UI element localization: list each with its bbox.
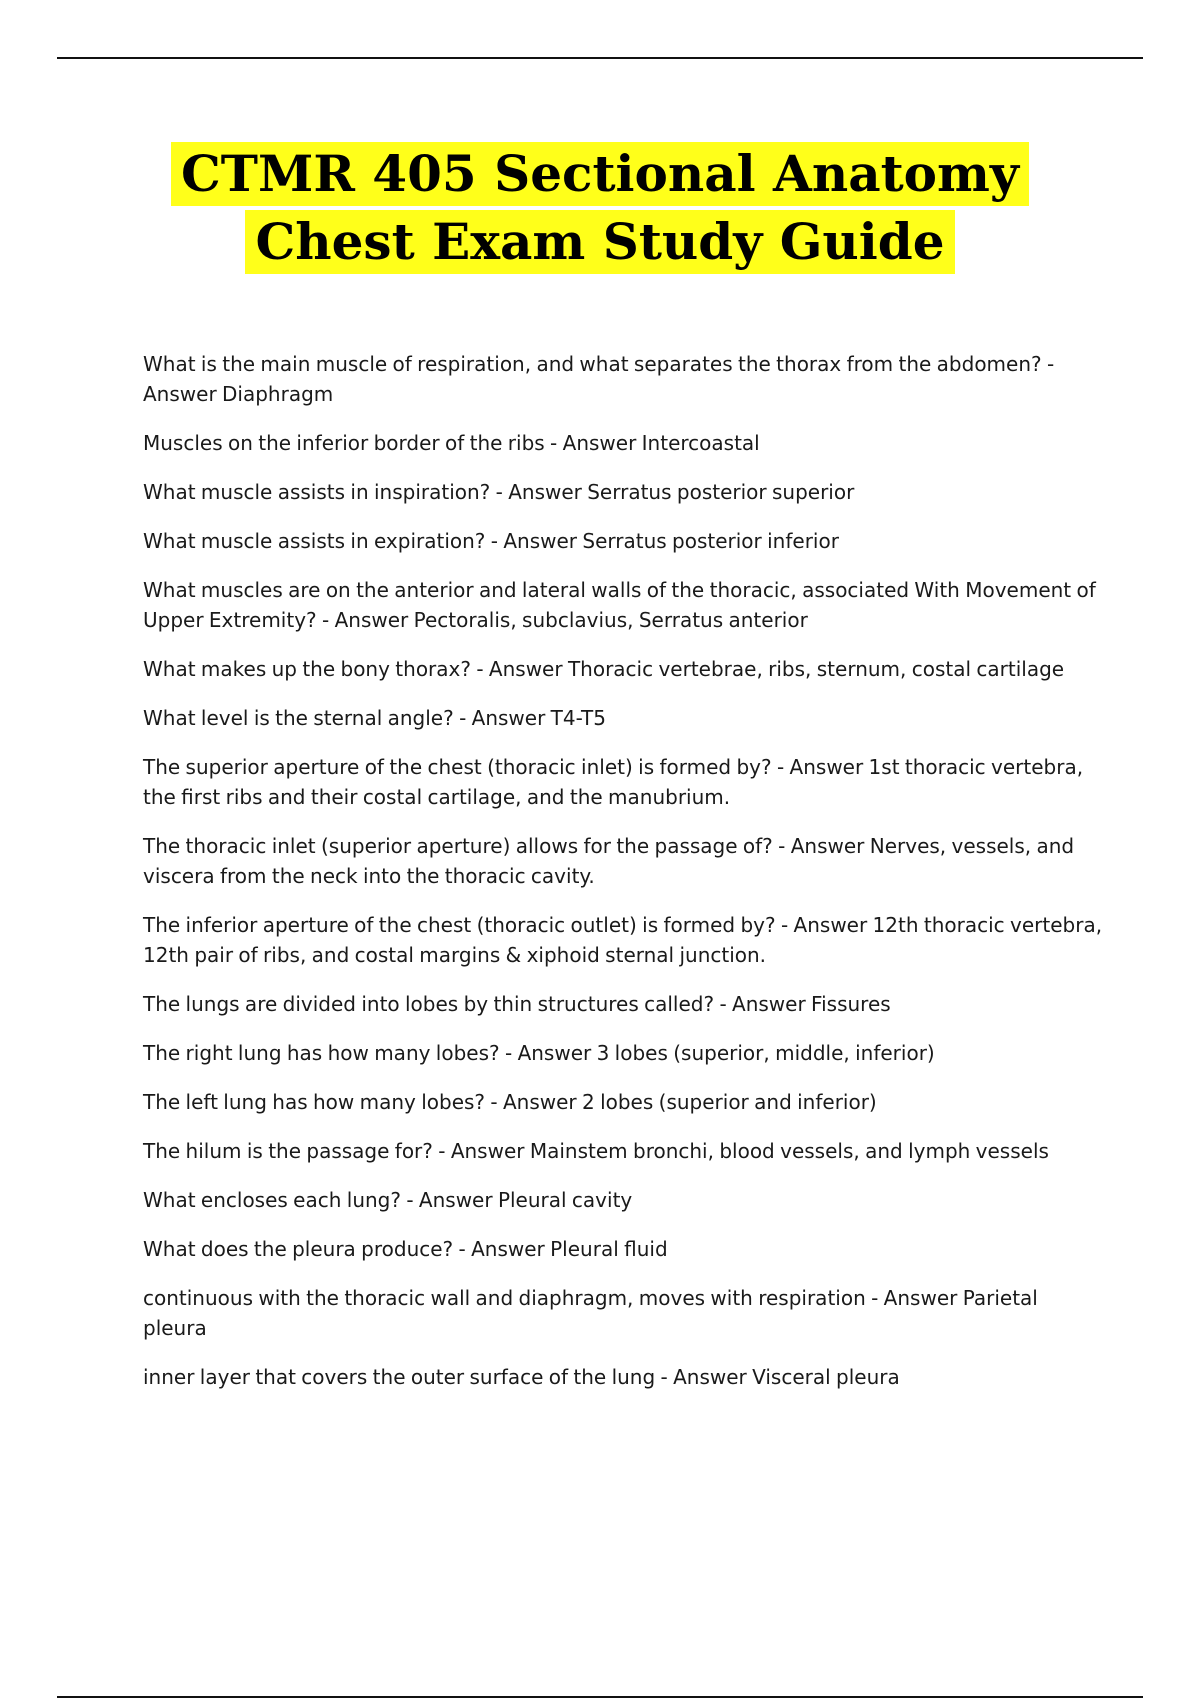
qa-item: The hilum is the passage for? - Answer Mainstem bronchi, blood vessels, and lymph vessels: [143, 1139, 1049, 1163]
qa-item: What level is the sternal angle? - Answer T4-T5: [143, 706, 606, 730]
qa-item: What muscles are on the anterior and lateral walls of the thoracic, associated With Movement of Upper Extremity? - Answer Pectoralis, subclavius, Serratus anterior: [143, 578, 1096, 632]
title-line-1: CTMR 405 Sectional Anatomy: [171, 142, 1029, 206]
qa-item: The inferior aperture of the chest (thoracic outlet) is formed by? - Answer 12th thoracic vertebra, 12th pair of ribs, and costal margins & xiphoid sternal junction.: [143, 913, 1103, 967]
question-answer-list: [143, 349, 1103, 1411]
qa-item: continuous with the thoracic wall and diaphragm, moves with respiration - Answer Parietal pleura: [143, 1286, 1038, 1340]
bottom-rule: [57, 1696, 1143, 1698]
qa-item: The superior aperture of the chest (thoracic inlet) is formed by? - Answer 1st thoracic vertebra, the first ribs and their costal cartilage, and the manubrium.: [143, 755, 1084, 809]
qa-item: inner layer that covers the outer surface of the lung - Answer Visceral pleura: [143, 1365, 900, 1389]
qa-item: The right lung has how many lobes? - Answer 3 lobes (superior, middle, inferior): [143, 1041, 935, 1065]
qa-item: The left lung has how many lobes? - Answer 2 lobes (superior and inferior): [143, 1090, 877, 1114]
qa-item: What encloses each lung? - Answer Pleural cavity: [143, 1188, 633, 1212]
qa-item: What does the pleura produce? - Answer Pleural fluid: [143, 1237, 668, 1261]
qa-item: What muscle assists in expiration? - Answer Serratus posterior inferior: [143, 529, 839, 553]
qa-item: Muscles on the inferior border of the ribs - Answer Intercoastal: [143, 431, 760, 455]
qa-item: The thoracic inlet (superior aperture) allows for the passage of? - Answer Nerves, vessels, and viscera from the neck into the thoracic cavity.: [143, 834, 1075, 888]
qa-item: The lungs are divided into lobes by thin structures called? - Answer Fissures: [143, 992, 891, 1016]
qa-item: What muscle assists in inspiration? - Answer Serratus posterior superior: [143, 480, 855, 504]
title-line-2: Chest Exam Study Guide: [245, 210, 954, 274]
qa-item: What makes up the bony thorax? - Answer Thoracic vertebrae, ribs, sternum, costal cartilage: [143, 657, 1065, 681]
document-title: [0, 142, 1200, 274]
qa-item: What is the main muscle of respiration, and what separates the thorax from the abdomen? - Answer Diaphragm: [143, 352, 1055, 406]
top-rule: [57, 57, 1143, 59]
